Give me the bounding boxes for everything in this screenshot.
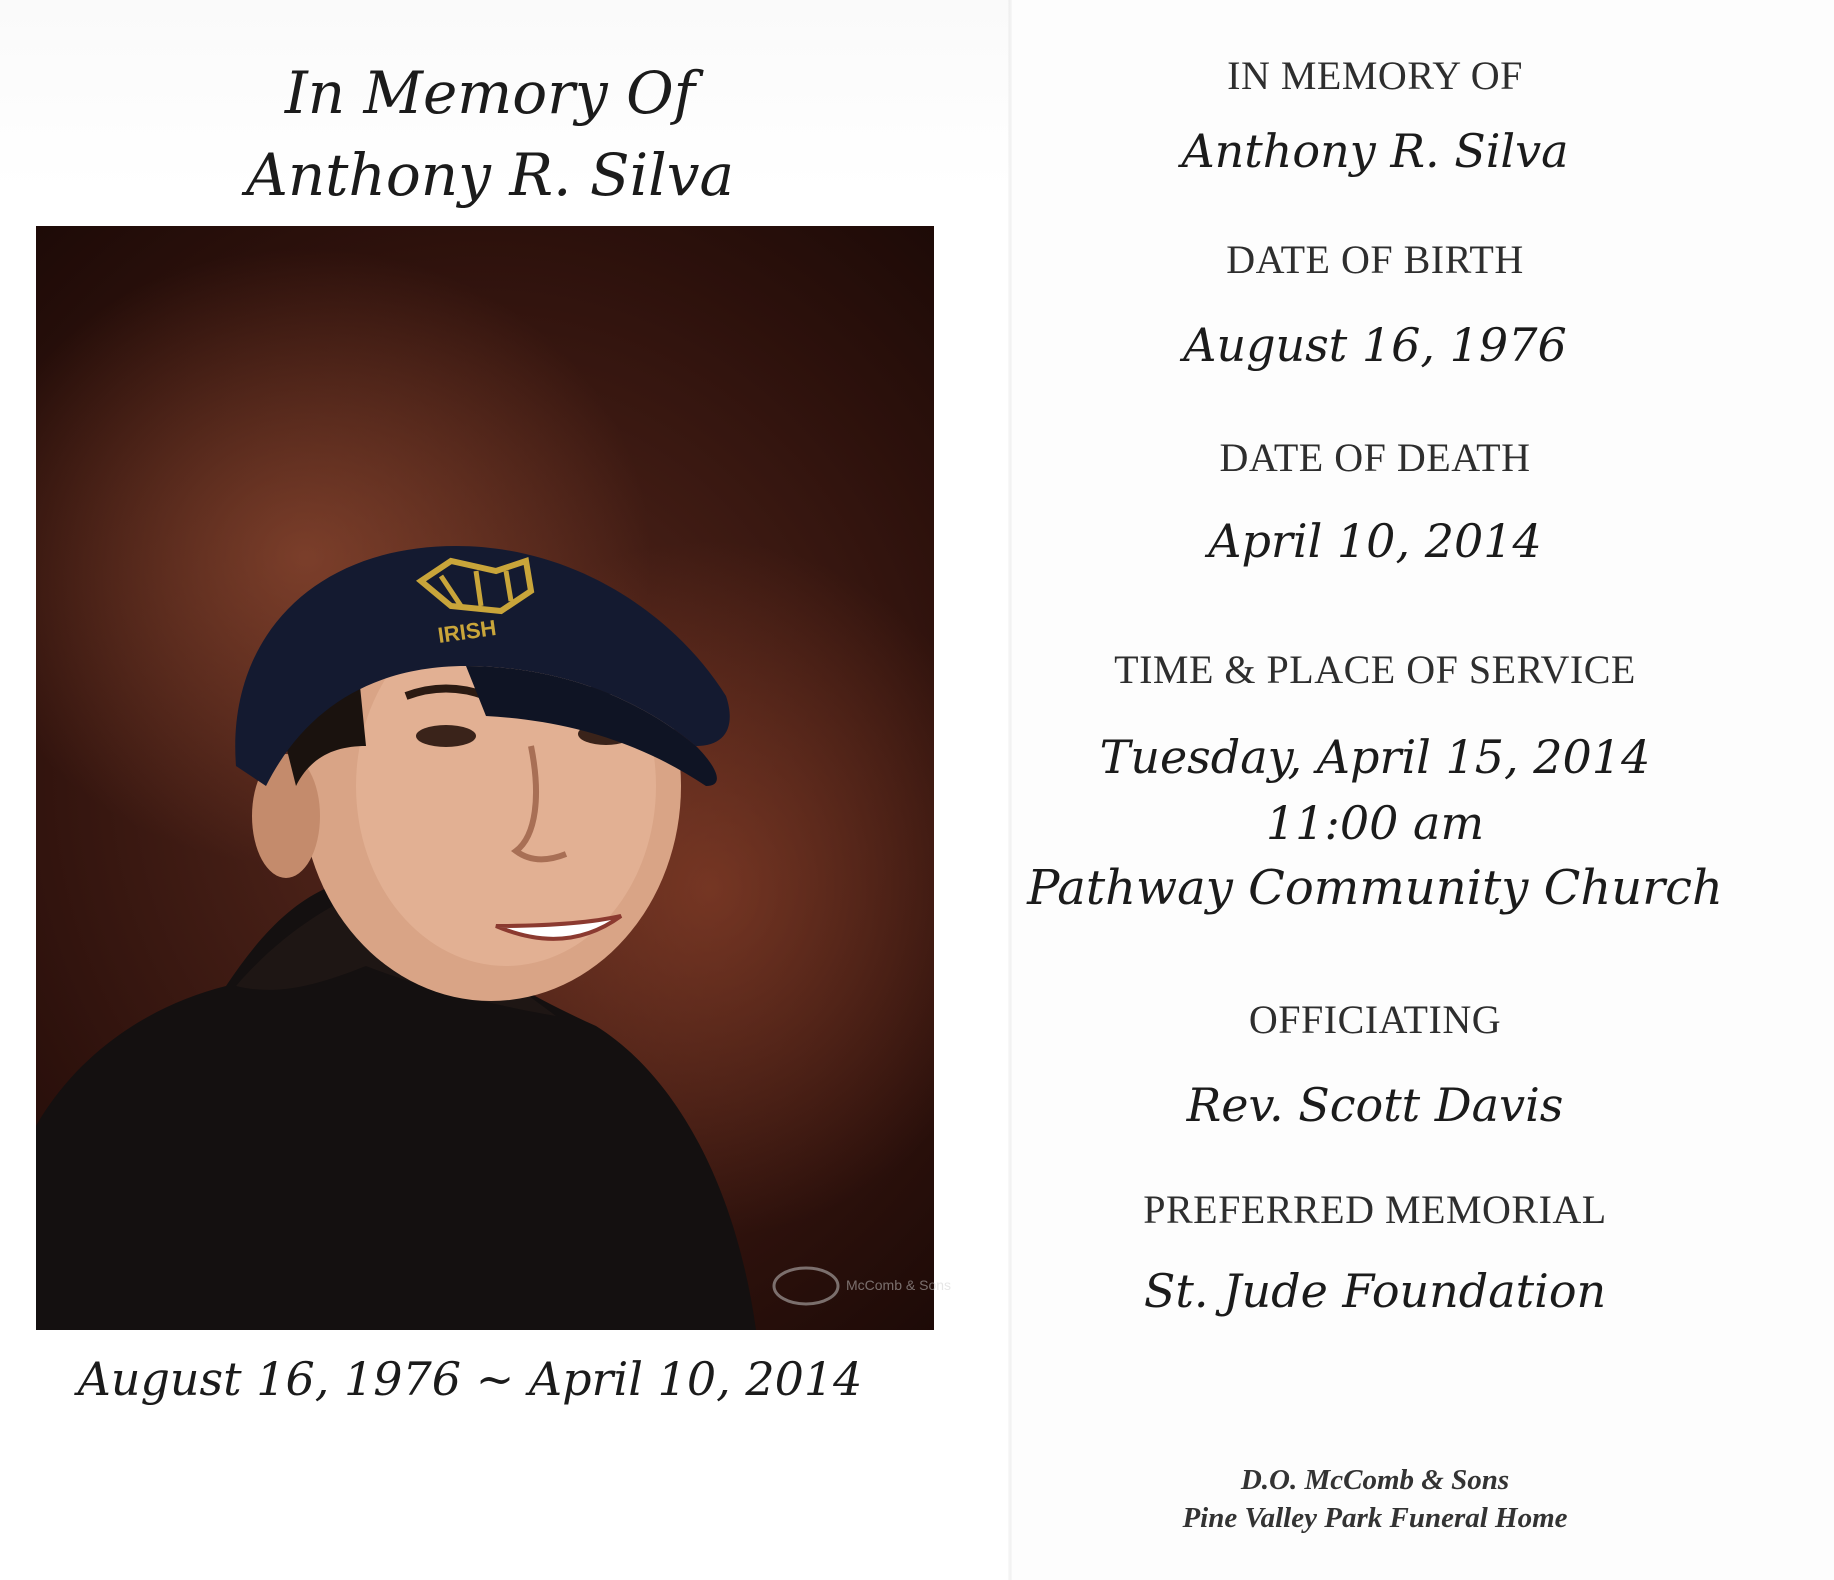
left-eye	[416, 725, 476, 747]
dob-label: DATE OF BIRTH	[1226, 237, 1524, 282]
dod-value: April 10, 2014	[1208, 514, 1542, 568]
in-memory-label: IN MEMORY OF	[1227, 53, 1523, 98]
memorial-label: PREFERRED MEMORIAL	[1143, 1187, 1607, 1232]
left-title-line1: In Memory Of	[284, 59, 696, 127]
dob-value: August 16, 1976	[1183, 318, 1567, 372]
deceased-name: Anthony R. Silva	[1181, 124, 1569, 178]
left-title-line2: Anthony R. Silva	[245, 141, 735, 209]
officiating-label: OFFICIATING	[1248, 997, 1502, 1042]
studio-watermark	[774, 1268, 951, 1304]
service-label: TIME & PLACE OF SERVICE	[1114, 647, 1636, 692]
service-date: Tuesday, April 15, 2014	[1099, 730, 1651, 784]
dod-label: DATE OF DEATH	[1219, 435, 1531, 480]
portrait-illustration	[36, 226, 952, 1330]
service-place: Pathway Community Church	[1027, 860, 1723, 916]
cap-text: IRISH	[436, 615, 498, 648]
left-dates: August 16, 1976 ~ April 10, 2014	[77, 1352, 863, 1406]
memorial-portrait	[36, 226, 952, 1330]
funeral-home-line2: Pine Valley Park Funeral Home	[1182, 1502, 1568, 1534]
service-time: 11:00 am	[1265, 796, 1485, 850]
officiant-name: Rev. Scott Davis	[1186, 1078, 1564, 1132]
funeral-home-line1: D.O. McComb & Sons	[1240, 1464, 1510, 1496]
studio-mark-text: McComb & Sons	[846, 1277, 952, 1293]
memorial-value: St. Jude Foundation	[1143, 1264, 1607, 1318]
